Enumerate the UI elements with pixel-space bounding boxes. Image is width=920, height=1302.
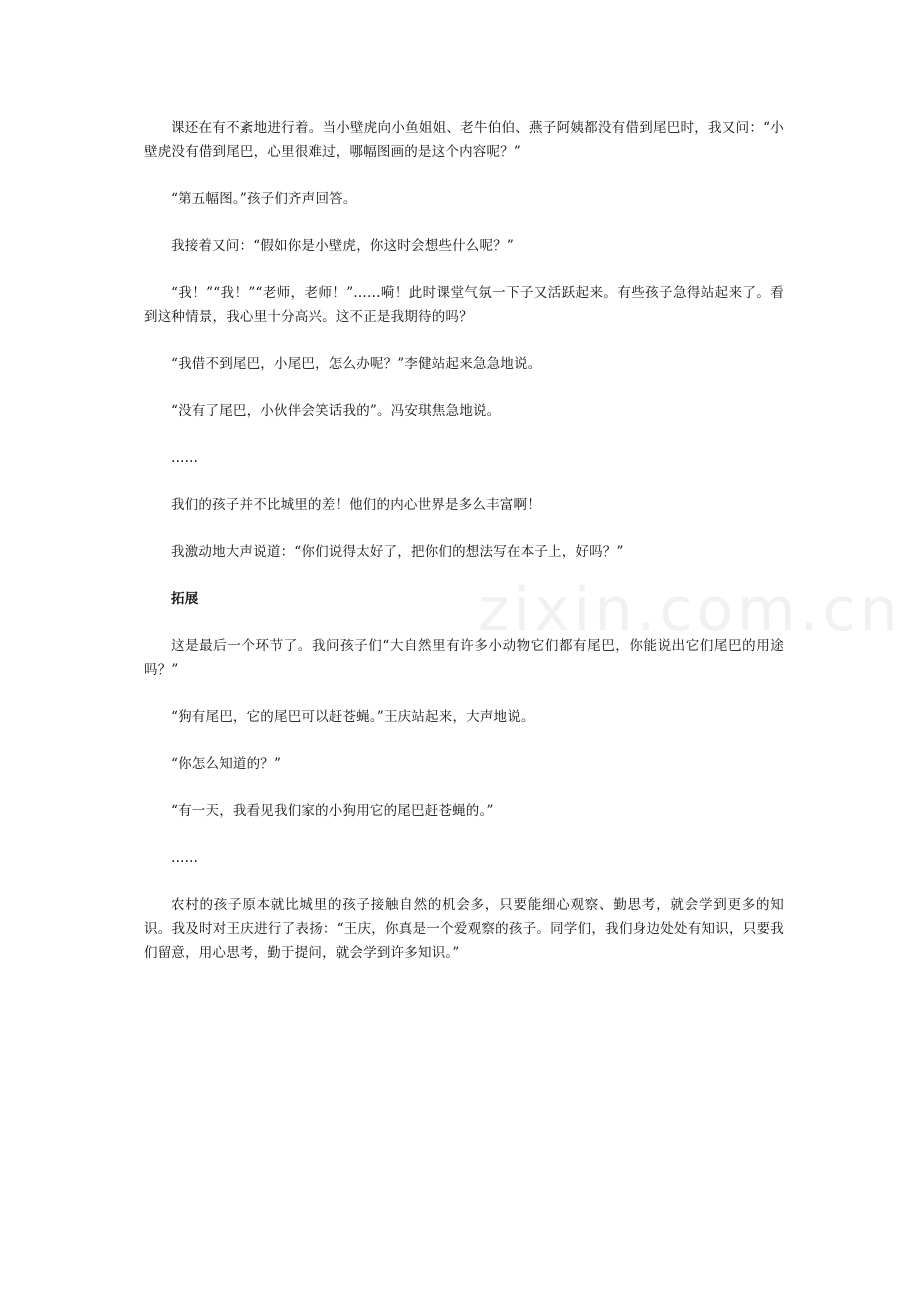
paragraph-9: 这是最后一个环节了。我问孩子们“大自然里有许多小动物它们都有尾巴，你能说出它们尾巴的用途吗？” <box>144 638 784 678</box>
paragraph-10: “狗有尾巴，它的尾巴可以赶苍蝇。”王庆站起来，大声地说。 <box>171 709 535 725</box>
watermark: zixin.com.cn <box>478 575 902 645</box>
document-body <box>144 116 784 988</box>
paragraph-8: 我激动地大声说道：“你们说得太好了，把你们的想法写在本子上，好吗？” <box>171 544 624 560</box>
paragraph-11: “你怎么知道的？” <box>171 756 282 772</box>
paragraph-7: 我们的孩子并不比城里的差！他们的内心世界是多么丰富啊！ <box>171 497 541 513</box>
paragraph-12: “有一天，我看见我们家的小狗用它的尾巴赶苍蝇的。” <box>171 803 494 819</box>
paragraph-5: “我借不到尾巴，小尾巴，怎么办呢？”李健站起来急急地说。 <box>171 356 542 372</box>
ellipsis-2: …… <box>171 850 198 866</box>
section-heading: 拓展 <box>171 591 199 607</box>
paragraph-2: “第五幅图。”孩子们齐声回答。 <box>171 191 357 207</box>
paragraph-3: 我接着又问：“假如你是小壁虎，你这时会想些什么呢？” <box>171 238 515 254</box>
ellipsis-1: …… <box>171 450 198 466</box>
paragraph-6: “没有了尾巴，小伙伴会笑话我的”。冯安琪焦急地说。 <box>171 403 501 419</box>
paragraph-4: “我！”“我！”“老师，老师！”……嗬！此时课堂气氛一下子又活跃起来。有些孩子急得站起来了。看到这种情景，我心里十分高兴。这不正是我期待的吗？ <box>144 285 784 325</box>
paragraph-13: 农村的孩子原本就比城里的孩子接触自然的机会多，只要能细心观察、勤思考，就会学到更多的知识。我及时对王庆进行了表扬：“王庆，你真是一个爱观察的孩子。同学们，我们身边处处有知识，只要我们留意，用心思考，勤于提问，就会学到许多知识。” <box>144 897 784 961</box>
paragraph-1: 课还在有不紊地进行着。当小壁虎向小鱼姐姐、老牛伯伯、燕子阿姨都没有借到尾巴时，我又问：“小壁虎没有借到尾巴，心里很难过，哪幅图画的是这个内容呢？” <box>144 120 784 160</box>
